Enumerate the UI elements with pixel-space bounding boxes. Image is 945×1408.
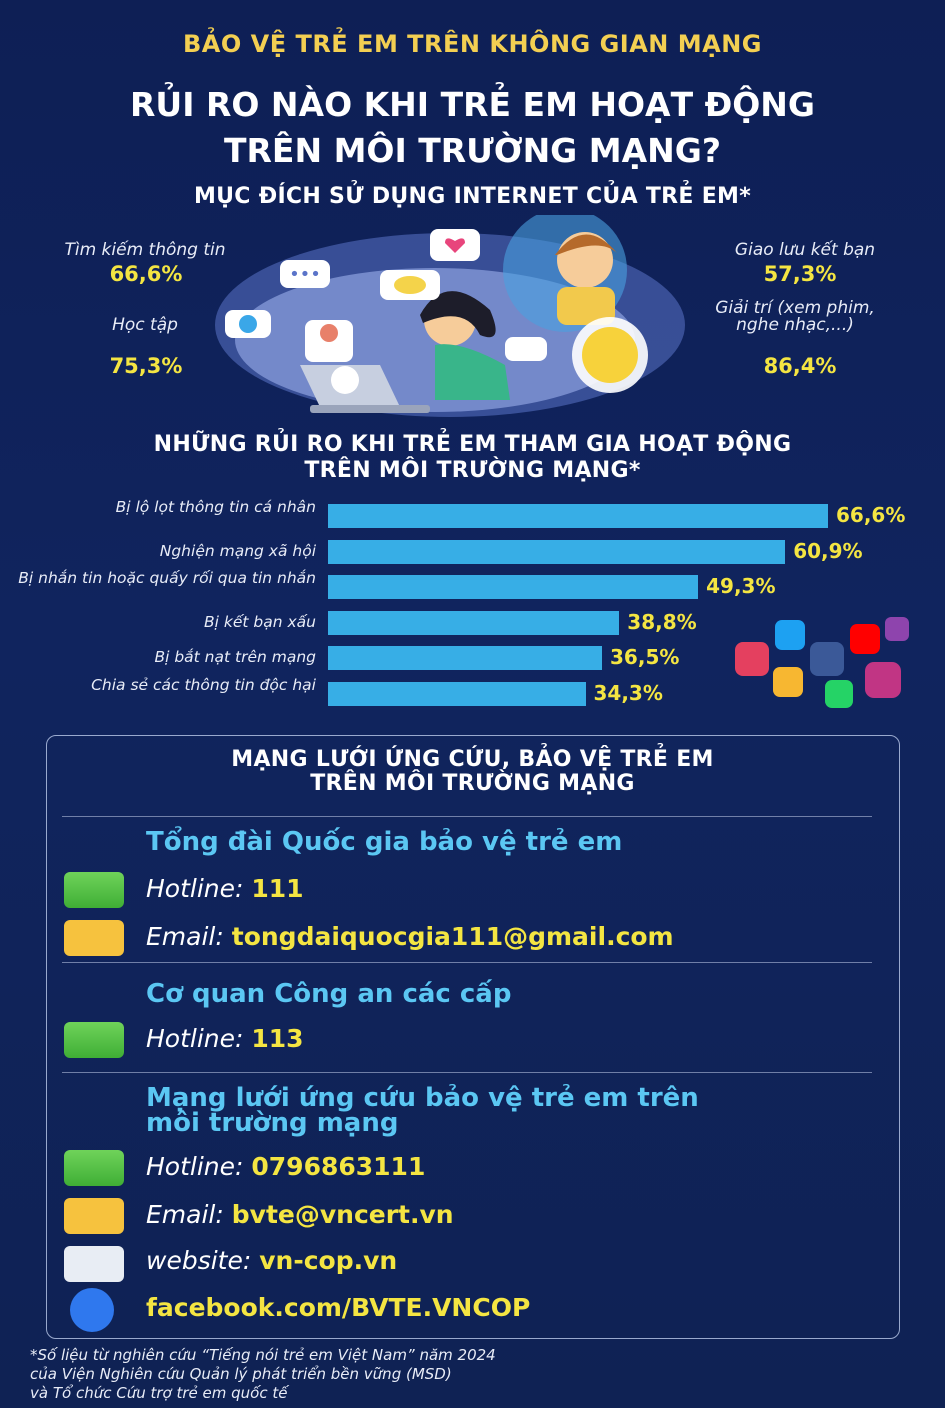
instagram-icon: [735, 642, 769, 676]
divider: [62, 816, 872, 817]
bar-value-1: 60,9%: [793, 538, 863, 563]
bar-label-0: Bị lộ lọt thông tin cá nhân: [115, 498, 316, 516]
mail-bubble-icon: [331, 366, 359, 394]
risks-title: [0, 432, 945, 484]
purpose-value-friends: 57,3%: [763, 262, 837, 286]
footnote: [30, 1346, 890, 1403]
website-network[interactable]: [146, 1246, 397, 1275]
phone-icon: [64, 1022, 124, 1058]
email-icon: [64, 920, 124, 956]
bar-value-3: 38,8%: [627, 609, 697, 634]
divider: [62, 1072, 872, 1073]
purpose-value-study: 75,3%: [109, 354, 183, 378]
social-icons-cluster: [725, 612, 915, 712]
risks-title-line-1: NHỮNG RỦI RO KHI TRẺ EM THAM GIA HOẠT ĐỘNG: [153, 432, 792, 457]
org-network-line-1: Mạng lưới ứng cứu bảo vệ trẻ em trên: [146, 1083, 699, 1113]
footnote-line-1: *Số liệu từ nghiên cứu “Tiếng nói trẻ em Việt Nam” năm 2024: [30, 1346, 496, 1364]
bar-label-3: Bị kết bạn xấu: [204, 612, 316, 631]
facebook-link[interactable]: facebook.com/BVTE.VNCOP: [146, 1293, 531, 1322]
lemon-icon: [394, 276, 426, 294]
page-title: [0, 82, 945, 174]
phone-icon: [64, 1150, 124, 1186]
email-address[interactable]: tongdaiquocgia111@gmail.com: [231, 922, 674, 951]
purpose-label-entertainment: Giải trí (xem phim, nghe nhạc,...): [715, 298, 875, 335]
facebook-icon: [810, 642, 844, 676]
hotline-network[interactable]: [146, 1152, 425, 1181]
hotline-number[interactable]: 0796863111: [251, 1152, 426, 1181]
bar-2: [328, 575, 698, 599]
support-title-line-2: TRÊN MÔI TRƯỜNG MẠNG: [310, 771, 635, 796]
camera-icon: [865, 662, 901, 698]
bar-label-5: Chia sẻ các thông tin độc hại: [91, 675, 316, 694]
website-icon: [64, 1246, 124, 1282]
purpose-value-entertainment: 86,4%: [763, 354, 837, 378]
hotline-113[interactable]: [146, 1024, 304, 1053]
bar-1: [328, 540, 785, 564]
facebook-network[interactable]: [146, 1293, 530, 1322]
purpose-label-study: Học tập: [112, 315, 178, 335]
org-police: Cơ quan Công an các cấp: [146, 979, 512, 1009]
chat-icon: [773, 667, 803, 697]
bar-value-5: 34,3%: [593, 680, 663, 705]
icecream-icon: [320, 324, 338, 342]
org-network-line-2: môi trường mạng: [146, 1108, 399, 1138]
bar-value-2: 49,3%: [706, 574, 776, 598]
hotline-label: Hotline:: [146, 1024, 244, 1053]
bar-3: [328, 611, 619, 635]
email-address[interactable]: bvte@vncert.vn: [231, 1200, 454, 1229]
ellipsis-icon: •••: [289, 264, 321, 285]
bar-label-1: Nghiện mạng xã hội: [159, 541, 316, 560]
purpose-label-friends: Giao lưu kết bạn: [734, 240, 876, 260]
dots-bubble-icon: [505, 337, 547, 361]
email-network[interactable]: [146, 1200, 454, 1229]
purpose-label-search: Tìm kiếm thông tin: [64, 240, 226, 260]
org-network: [146, 1083, 699, 1138]
org-national-hotline: Tổng đài Quốc gia bảo vệ trẻ em: [146, 827, 623, 857]
twitter-icon: [775, 620, 805, 650]
hotline-label: Hotline:: [146, 1152, 244, 1181]
app-icon: [885, 617, 909, 641]
website-link[interactable]: vn-cop.vn: [259, 1246, 398, 1275]
title-line-2: TRÊN MÔI TRƯỜNG MẠNG?: [224, 131, 721, 170]
laptop-base-icon: [310, 405, 430, 413]
support-title: [0, 748, 945, 796]
phone-icon: [64, 872, 124, 908]
website-label: website:: [146, 1246, 252, 1275]
email-national[interactable]: [146, 922, 674, 951]
smiley-face-icon: [582, 327, 638, 383]
hotline-number[interactable]: 111: [251, 874, 304, 903]
bar-label-4: Bị bắt nạt trên mạng: [154, 648, 316, 666]
support-title-line-1: MẠNG LƯỚI ỨNG CỨU, BẢO VỆ TRẺ EM: [231, 747, 714, 772]
facebook-icon: [70, 1288, 114, 1332]
purpose-value-search: 66,6%: [109, 262, 183, 286]
divider: [62, 962, 872, 963]
footnote-line-2: của Viện Nghiên cứu Quản lý phát triển bền vững (MSD): [30, 1365, 452, 1383]
youtube-icon: [850, 624, 880, 654]
hotline-number[interactable]: 113: [251, 1024, 304, 1053]
email-label: Email:: [146, 1200, 224, 1229]
bar-value-0: 66,6%: [836, 503, 906, 527]
title-line-1: RỦI RO NÀO KHI TRẺ EM HOẠT ĐỘNG: [129, 85, 816, 124]
risks-title-line-2: TRÊN MÔI TRƯỜNG MẠNG*: [304, 458, 641, 483]
email-label: Email:: [146, 922, 224, 951]
purposes-title: MỤC ĐÍCH SỬ DỤNG INTERNET CỦA TRẺ EM*: [193, 184, 752, 209]
hotline-label: Hotline:: [146, 874, 244, 903]
bar-5: [328, 682, 586, 706]
bar-label-2: Bị nhắn tin hoặc quấy rối qua tin nhắn: [18, 569, 316, 587]
bar-0: [328, 504, 828, 528]
kicker: BẢO VỆ TRẺ EM TRÊN KHÔNG GIAN MẠNG: [183, 30, 762, 58]
footnote-line-3: và Tổ chức Cứu trợ trẻ em quốc tế: [30, 1384, 288, 1402]
phone-app-icon: [825, 680, 853, 708]
bar-value-4: 36,5%: [610, 645, 680, 669]
hotline-111[interactable]: [146, 874, 304, 903]
email-icon: [64, 1198, 124, 1234]
bar-4: [328, 646, 602, 670]
